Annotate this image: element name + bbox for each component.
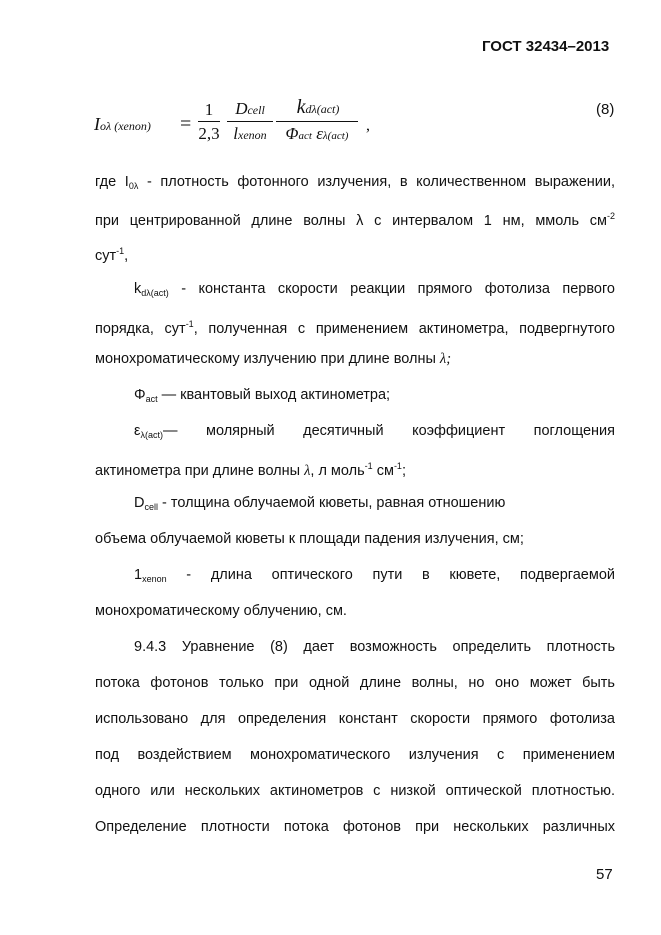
formula-8	[0, 0, 661, 170]
def-k-line3: монохроматическому излучению при длине волны λ;	[95, 351, 452, 367]
def-k-line2: порядка, сут$^{-1}$, полученная с применением актинометра, подвергнутого	[95, 319, 615, 337]
def-eps-line1: $\varepsilon_{\lambda(act)}—$ молярный десятичный коэффициент поглощения	[134, 423, 615, 440]
paragraph-line-6: Определение плотности потока фотонов при нескольких различных	[95, 819, 615, 835]
def-k-line1: $k_{d\lambda(act)}$ - константа скорости реакции прямого фотолиза первого	[134, 281, 615, 298]
paragraph-line-4: под воздействием монохроматического излучения с применением	[95, 747, 615, 763]
formula-lxenon: lxenon	[233, 124, 267, 143]
paragraph-line-5: одного или нескольких актинометров с низкой оптической плотностью.	[95, 783, 615, 799]
formula-two-three: 2,3	[198, 124, 220, 143]
formula-lhs: Ioλ (xenon)	[94, 114, 151, 134]
fraction-bar-2	[227, 121, 273, 122]
formula-comma: ,	[366, 117, 370, 134]
fraction-bar-3	[276, 121, 358, 122]
def-eps-line2: актинометра при длине волны λ, л моль$^{-1}$ $см^{-1}$;	[95, 461, 406, 479]
def-i0-line1: где $I_{0\lambda}$ - плотность фотонного излучения, в количественном выражении,	[95, 174, 615, 191]
def-l-line2: монохроматическому облучению, см.	[95, 603, 347, 619]
formula-one: 1	[204, 100, 214, 119]
def-phi: $\Phi_{act}$ — квантовый выход актинометра;	[134, 387, 391, 404]
paragraph-line-3: использовано для определения констант скорости прямого фотолиза	[95, 711, 615, 727]
formula-dcell: Dcell	[235, 99, 265, 118]
paragraph-line-2: потока фотонов только при одной длине волны, но оно может быть	[95, 675, 615, 691]
def-i0-line3: сут$^{-1}$,	[95, 246, 129, 264]
formula-phi-eps: Φact ελ(act)	[285, 124, 349, 143]
def-d-line2: объема облучаемой кюветы к площади падения излучения, см;	[95, 531, 524, 547]
document-standard-number: ГОСТ 32434–2013	[482, 38, 610, 55]
formula-equals: =	[180, 113, 192, 135]
fraction-bar-1	[198, 121, 220, 122]
def-d-line1: $D_{cell}$ - толщина облучаемой кюветы, равная отношению	[134, 495, 506, 512]
paragraph-line-1: 9.4.3 Уравнение (8) дает возможность определить плотность	[134, 639, 615, 655]
formula-number: (8)	[596, 101, 615, 118]
page-number: 57	[596, 866, 613, 883]
def-i0-line2: при центрированной длине волны λ с интервалом 1 нм, ммоль $см^{-2}$	[95, 211, 615, 229]
def-l-line1: $1_{xenon}$ - длина оптического пути в кювете, подвергаемой	[134, 567, 615, 584]
formula-kd-act: kdλ(act)	[296, 96, 340, 118]
